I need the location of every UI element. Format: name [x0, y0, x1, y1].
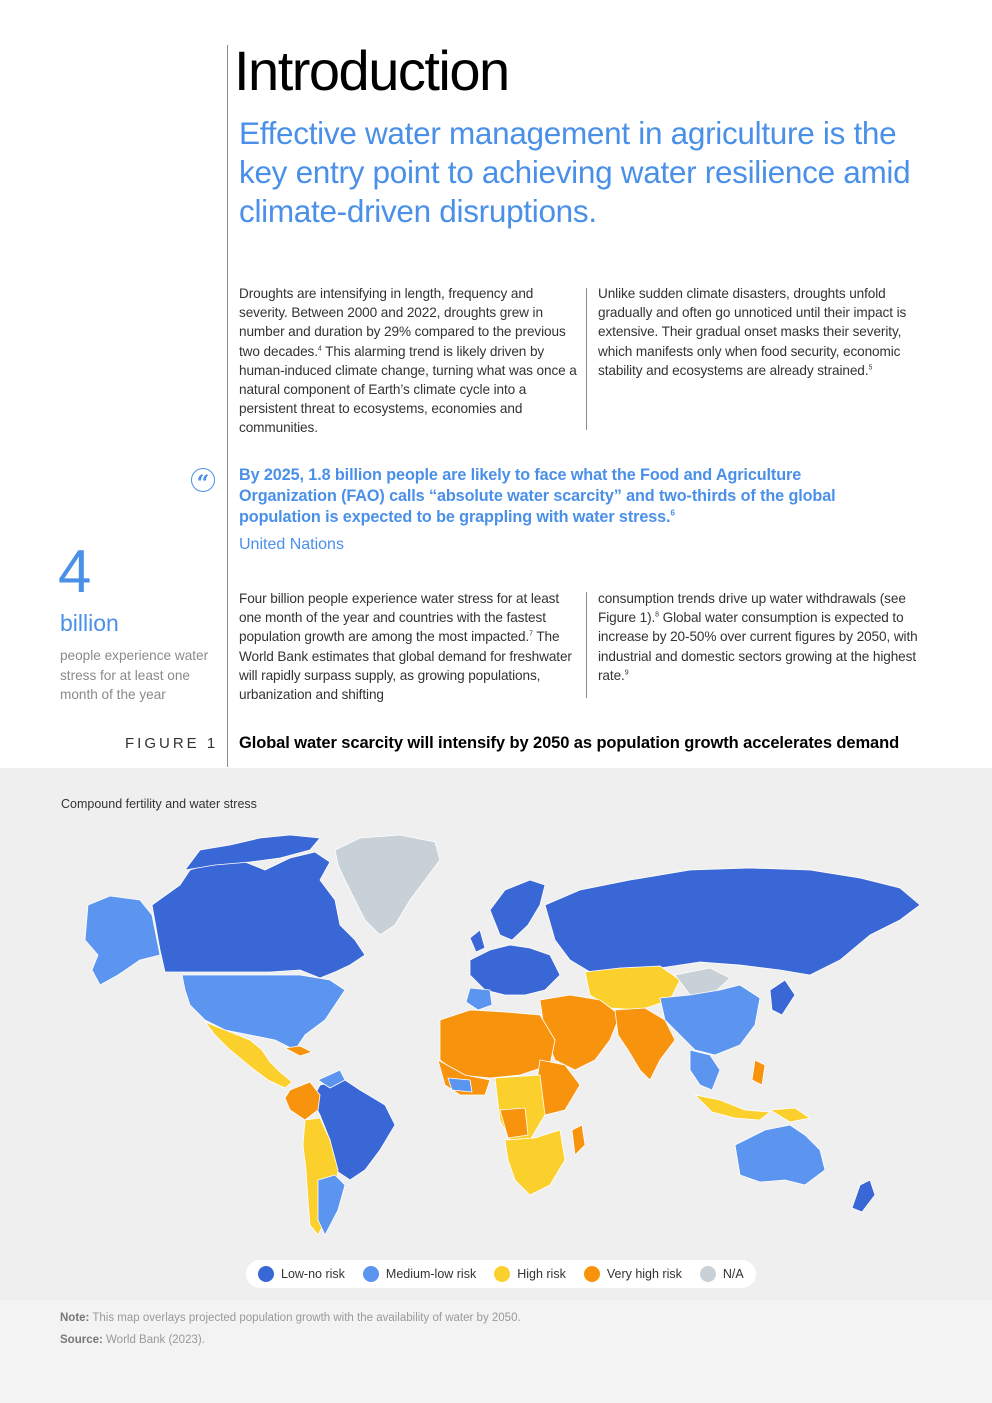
world-map: [0, 768, 992, 1258]
region-indonesia: [695, 1095, 770, 1120]
footnote-ref: 5: [868, 364, 873, 372]
column-separator: [586, 592, 587, 698]
legend-swatch: [494, 1266, 510, 1282]
stat-unit: billion: [60, 610, 119, 636]
region-gulf-coast: [448, 1078, 472, 1092]
paragraph-text: This alarming trend is likely driven by human-induced climate change, turning what was once a natural component of Earth’s climate cycle into a persistent threat to ecosystems, economies and communities.: [239, 343, 577, 436]
footnote-ref: 7: [529, 630, 533, 638]
paragraph-text: Droughts are intensifying in length, frequency and severity. Between 2000 and 2022, droughts grew in number and duration by 29% compared to the previous two decades.: [239, 286, 566, 359]
note-text: This map overlays projected population growth with the availability of water by 2050.: [89, 1312, 521, 1324]
region-greenland: [335, 835, 440, 935]
region-usa: [182, 975, 345, 1050]
intro-paragraph-1: [239, 284, 577, 438]
column-separator: [586, 288, 587, 430]
figure-source: [60, 1334, 205, 1346]
legend-label: High risk: [517, 1267, 566, 1281]
footnote-ref: 6: [670, 508, 675, 518]
legend-swatch: [258, 1266, 274, 1282]
legend-item-low: [258, 1266, 345, 1282]
page-title: Introduction: [234, 39, 509, 102]
legend-label: Medium-low risk: [385, 1267, 477, 1281]
region-new-zealand: [852, 1180, 875, 1212]
paragraph-text: consumption trends drive up water withdrawals (see Figure 1).: [598, 591, 906, 626]
region-southern-africa: [505, 1130, 565, 1195]
region-russia: [545, 868, 920, 975]
region-china: [660, 985, 760, 1055]
note-label: Note:: [60, 1312, 90, 1324]
region-southeast-asia: [690, 1050, 720, 1090]
paragraph-text: The World Bank estimates that global demand for freshwater will rapidly surpass supply, as growing populations, urbanization and shifting: [239, 629, 572, 703]
figure-note: [60, 1312, 521, 1324]
region-canada: [152, 852, 365, 978]
legend-label: Low-no risk: [281, 1267, 345, 1281]
paragraph-text: Unlike sudden climate disasters, droughts unfold gradually and often go unnoticed until their impact is extensive. Their gradual onset masks their severity, which manifests only when food security, economic stability and ecosystems are already strained.: [598, 286, 907, 378]
region-scandinavia: [490, 880, 545, 940]
region-madagascar: [572, 1125, 585, 1155]
region-alaska: [85, 896, 160, 985]
legend-item-very-high: [584, 1266, 682, 1282]
stat-number: 4: [58, 538, 92, 605]
footnote-ref: 8: [655, 611, 659, 619]
region-patagonia: [318, 1175, 345, 1235]
region-drc: [500, 1108, 528, 1138]
region-australia: [735, 1125, 825, 1185]
intro-paragraph-2: [598, 284, 934, 380]
body-paragraph-1: [239, 589, 577, 704]
region-middle-east: [540, 995, 620, 1070]
paragraph-text: Global water consumption is expected to increase by 20-50% over current figures by 2050, with industrial and domestic sectors growing at the highest rate.: [598, 610, 918, 683]
region-uk: [470, 930, 485, 952]
source-label: Source:: [60, 1334, 103, 1346]
footnote-ref: 4: [317, 345, 322, 353]
region-new-guinea: [770, 1108, 810, 1122]
source-text: World Bank (2023).: [102, 1334, 205, 1346]
body-paragraph-2: [598, 589, 934, 685]
region-japan: [770, 980, 795, 1015]
paragraph-text: Four billion people experience water stress for at least one month of the year and countries with the fastest population growth are among the most impacted.: [239, 591, 560, 645]
pull-quote-text: By 2025, 1.8 billion people are likely to face what the Food and Agriculture Organization (FAO) calls “absolute water scarcity” and two-thirds of the global population is expected to be grappling with water stress.: [239, 466, 836, 526]
legend-item-na: [700, 1266, 744, 1282]
region-iberia: [466, 988, 492, 1010]
map-legend: [246, 1260, 756, 1288]
region-western-europe: [470, 945, 560, 995]
legend-label: N/A: [722, 1267, 744, 1281]
quote-source: United Nations: [239, 536, 344, 553]
footnote-ref: 9: [624, 669, 629, 677]
region-north-africa: [440, 1010, 555, 1078]
legend-swatch: [700, 1266, 716, 1282]
region-caribbean: [285, 1046, 312, 1056]
figure-label: FIGURE 1: [125, 735, 219, 752]
figure-title: Global water scarcity will intensify by 2050 as population growth accelerates demand: [239, 734, 900, 752]
legend-swatch: [584, 1266, 600, 1282]
legend-swatch: [363, 1266, 379, 1282]
region-andes-north: [285, 1082, 320, 1120]
legend-item-high: [494, 1266, 566, 1282]
region-philippines: [752, 1060, 765, 1085]
quote-icon: “: [191, 468, 215, 492]
legend-item-medium-low: [363, 1266, 476, 1282]
legend-label: Very high risk: [606, 1267, 682, 1281]
pull-quote: [239, 465, 879, 528]
map-title: Compound fertility and water stress: [61, 797, 257, 811]
stat-description: people experience water stress for at least one month of the year: [60, 648, 209, 702]
page-subtitle: Effective water management in agriculture is the key entry point to achieving water resilience amid climate-driven disruptions.: [239, 115, 911, 229]
left-rule: [227, 45, 228, 767]
